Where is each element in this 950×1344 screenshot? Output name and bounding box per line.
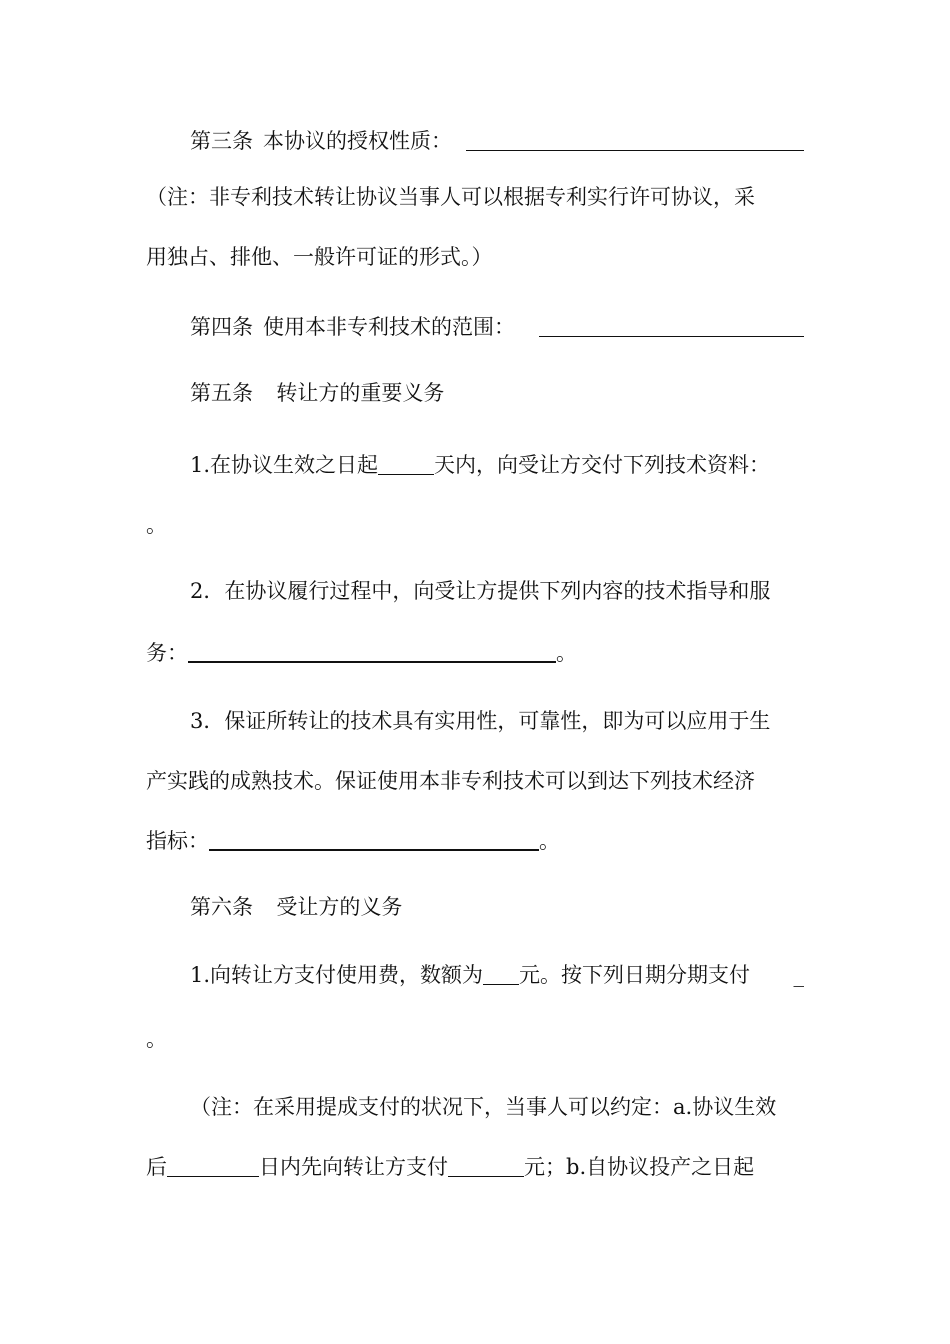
article-5-item-2-prefix: 务： [146, 641, 188, 665]
article-3 [190, 124, 804, 158]
article-5-heading: 第五条 [190, 381, 253, 405]
article-5 [190, 376, 804, 410]
article-5-item-1 [190, 448, 804, 482]
note-2-text-c: 元；b.自协议投产之日起 [524, 1155, 755, 1179]
article-4-text: 使用本非专利技术的范围： [263, 315, 515, 339]
article-5-item-2-line-2 [146, 636, 804, 670]
article-6 [190, 890, 804, 924]
article-5-item-1-text-a: 1.在协议生效之日起 [190, 453, 379, 477]
note-2-line-1: （注：在采用提成支付的状况下，当事人可以约定：a.协议生效 [190, 1095, 777, 1119]
note-1-line-1: （注：非专利技术转让协议当事人可以根据专利实行许可协议，采 [146, 185, 755, 209]
usage-scope-blank[interactable] [539, 318, 804, 337]
article-5-item-2-line-1: 2．在协议履行过程中，向受让方提供下列内容的技术指导和服 [190, 579, 771, 603]
note-2-text-a: 后 [146, 1155, 167, 1179]
article-5-item-3-line-2: 产实践的成熟技术。保证使用本非专利技术可以到达下列技术经济 [146, 769, 755, 793]
article-3-heading: 第三条 [190, 129, 253, 153]
note-2-text-b: 日内先向转让方支付 [259, 1155, 448, 1179]
article-6-heading: 第六条 [190, 895, 253, 919]
article-6-item-1-text-a: 1.向转让方支付使用费，数额为 [190, 963, 484, 987]
article-5-item-3-prefix: 指标： [146, 829, 209, 853]
article-4 [190, 310, 804, 344]
article-6-item-1-tail: _ [793, 963, 804, 987]
usage-fee-amount-blank[interactable] [483, 966, 519, 985]
article-3-text: 本协议的授权性质： [263, 129, 452, 153]
article-6-item-1-text-b: 元。按下列日期分期支付 [519, 963, 751, 987]
article-5-item-2-end: 。 [556, 641, 577, 665]
delivery-days-blank[interactable] [378, 456, 434, 475]
advance-days-blank[interactable] [167, 1158, 259, 1177]
article-5-item-3-line-1: 3．保证所转让的技术具有实用性，可靠性，即为可以应用于生 [190, 709, 771, 733]
authorization-nature-blank[interactable] [466, 132, 804, 151]
note-2-line-2 [146, 1150, 804, 1184]
article-6-item-1 [190, 958, 804, 992]
article-5-item-1-end: 。 [146, 513, 167, 537]
article-4-heading: 第四条 [190, 315, 253, 339]
technical-guidance-blank[interactable] [188, 643, 556, 663]
article-5-item-3-end: 。 [539, 829, 560, 853]
article-6-text: 受让方的义务 [276, 895, 403, 919]
article-5-item-1-text-b: 天内，向受让方交付下列技术资料： [434, 453, 771, 477]
article-5-item-3-line-3 [146, 824, 804, 858]
advance-amount-blank[interactable] [448, 1158, 524, 1177]
article-5-text: 转让方的重要义务 [276, 381, 445, 405]
technical-indicators-blank[interactable] [209, 831, 539, 851]
article-6-item-1-end: 。 [146, 1027, 167, 1051]
note-1-line-2: 用独占、排他、一般许可证的形式。） [146, 245, 493, 269]
